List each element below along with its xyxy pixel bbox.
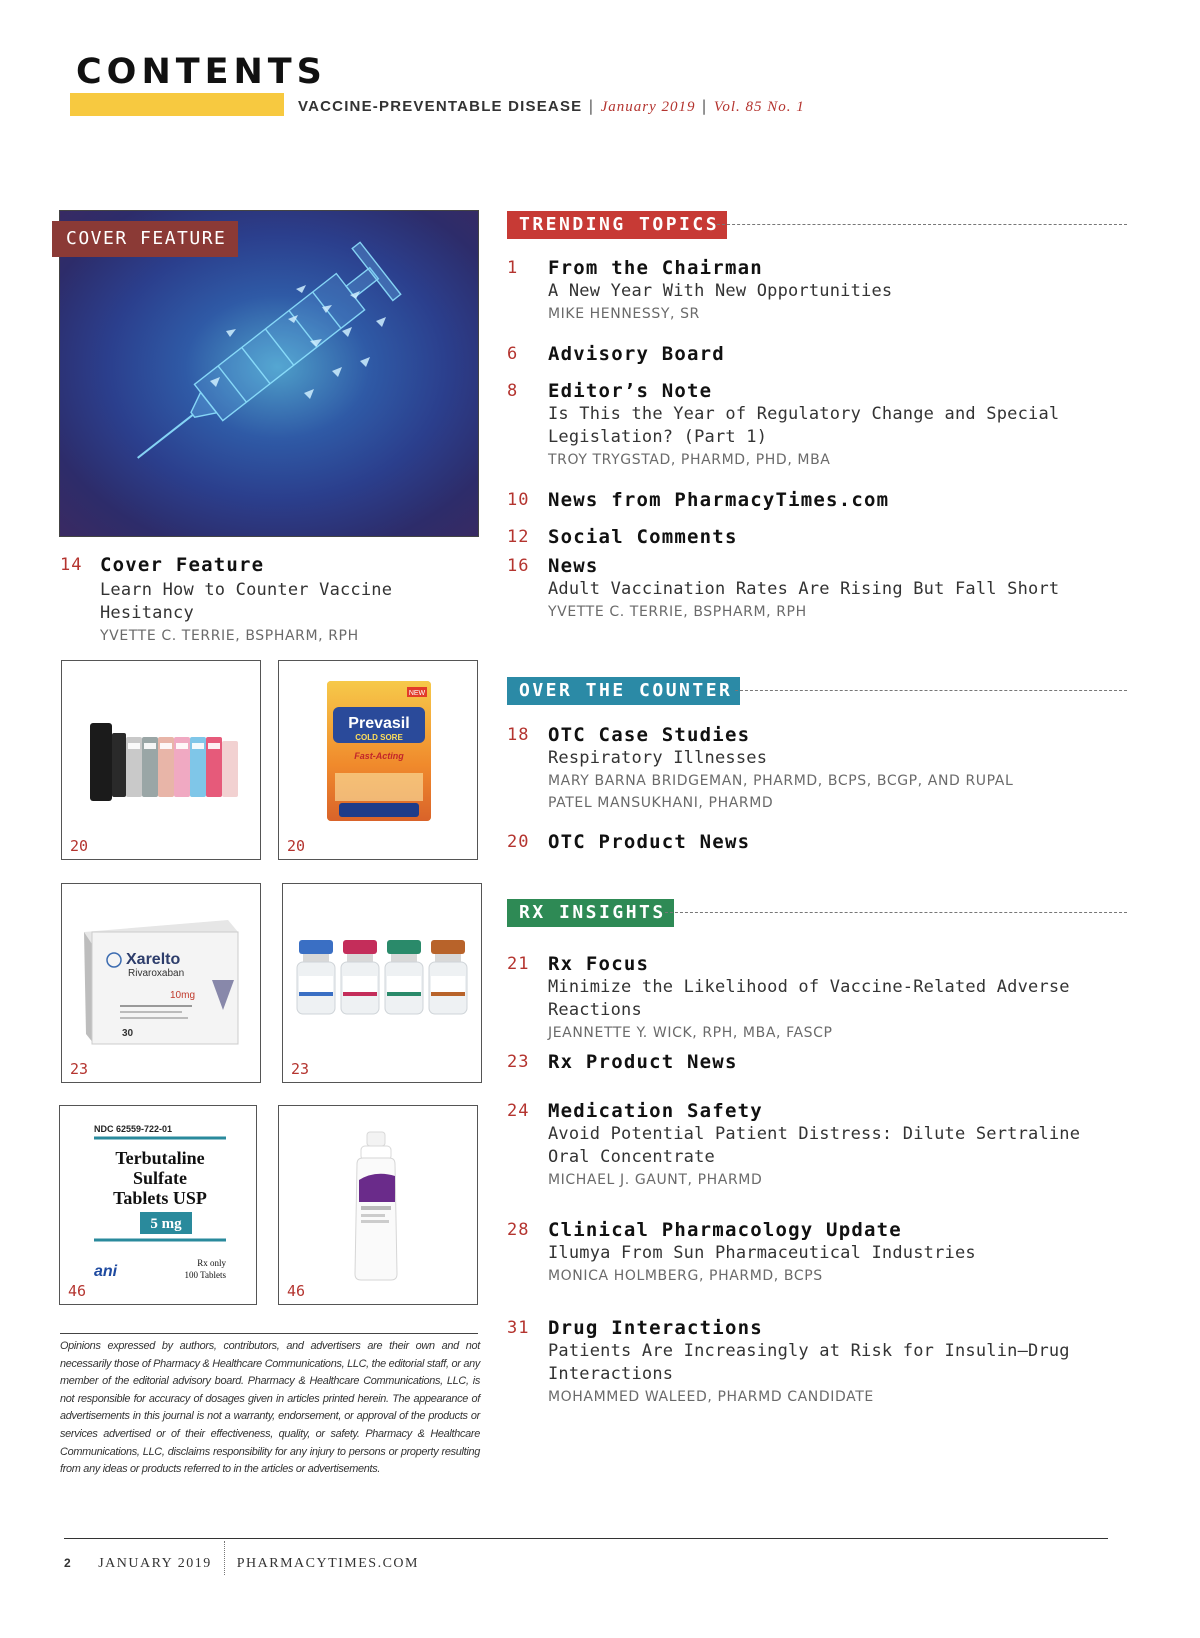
xarelto-brand: Xarelto bbox=[126, 951, 181, 968]
section-label: OVER THE COUNTER bbox=[507, 677, 740, 705]
entry-title[interactable]: Advisory Board bbox=[548, 343, 725, 365]
issue-line bbox=[298, 97, 805, 116]
issue-topic: VACCINE-PREVENTABLE DISEASE bbox=[298, 98, 583, 115]
page-number: 18 bbox=[507, 725, 530, 745]
entry-title[interactable]: Editor’s Note bbox=[548, 380, 713, 402]
entry-subtitle: Respiratory Illnesses bbox=[548, 748, 768, 768]
prevasil-subtitle: COLD SORE bbox=[355, 733, 403, 742]
entry-author: MIKE HENNESSY, SR bbox=[548, 306, 700, 322]
thumbnail-page-number: 20 bbox=[287, 837, 306, 855]
entry-author: TROY TRYGSTAD, PHARMD, PHD, MBA bbox=[548, 452, 831, 468]
entry-title[interactable]: From the Chairman bbox=[548, 257, 763, 279]
thumbnail-vials[interactable] bbox=[282, 883, 482, 1083]
entry-author: JEANNETTE Y. WICK, RPH, MBA, FASCP bbox=[548, 1025, 833, 1041]
entry-subtitle: Patients Are Increasingly at Risk for Insulin–Drug Interactions bbox=[548, 1341, 1070, 1384]
page-number: 24 bbox=[507, 1101, 530, 1121]
page-number: 6 bbox=[507, 344, 519, 364]
thumbnail-page-number: 23 bbox=[70, 1060, 89, 1078]
terbutaline-product-image bbox=[60, 1106, 257, 1305]
issue-date: January 2019 bbox=[600, 99, 696, 115]
thumbnail-gel-bottle[interactable] bbox=[278, 1105, 478, 1305]
thumbnail-prevasil[interactable] bbox=[278, 660, 478, 860]
terbutaline-count: 100 Tablets bbox=[184, 1270, 226, 1280]
cover-image[interactable] bbox=[59, 210, 479, 537]
vials-product-image bbox=[283, 884, 482, 1083]
entry-author: YVETTE C. TERRIE, BSPHARM, RPH bbox=[548, 604, 807, 620]
page-number: 31 bbox=[507, 1318, 530, 1338]
thumbnail-toothpaste[interactable] bbox=[61, 660, 261, 860]
entry-title[interactable]: News from PharmacyTimes.com bbox=[548, 489, 890, 511]
entry-subtitle: Minimize the Likelihood of Vaccine-Related Adverse Reactions bbox=[548, 977, 1070, 1020]
disclaimer-text: Opinions expressed by authors, contributors, and advertisers are their own and not necessarily those of Pharmacy & Healthcare Communications, LLC, the editorial staff, or any member of the editorial advisory board. Pharmacy & Healthcare Communications, LLC, is not responsible for accuracy of dosages given in articles printed herein. The appearance of advertisements in this journal is not a warranty, endorsement, or approval of the products or services advertised or of their effectiveness, quality, or safety. Pharmacy & Healthcare Communications, LLC, disclaims responsibility for any injury to persons or property resulting from any ideas or products referred to in the articles or advertisements. bbox=[60, 1340, 480, 1476]
disclaimer-divider bbox=[60, 1333, 478, 1334]
terbutaline-rx: Rx only bbox=[197, 1258, 226, 1268]
toothpaste-product-image bbox=[62, 661, 261, 860]
page-number: 8 bbox=[507, 381, 519, 401]
entry-subtitle: Learn How to Counter Vaccine Hesitancy bbox=[100, 580, 393, 623]
entry-title[interactable]: Social Comments bbox=[548, 526, 738, 548]
prevasil-product-image bbox=[279, 661, 478, 860]
footer bbox=[64, 1553, 419, 1575]
thumbnail-page-number: 20 bbox=[70, 837, 89, 855]
issue-volume: Vol. 85 No. 1 bbox=[713, 99, 805, 115]
section-divider bbox=[735, 690, 1127, 691]
page-number: 28 bbox=[507, 1220, 530, 1240]
page-title: CONTENTS bbox=[76, 52, 327, 92]
terbutaline-dose: 5 mg bbox=[150, 1216, 182, 1232]
terbutaline-ndc: NDC 62559-722-01 bbox=[94, 1124, 173, 1134]
thumbnail-terbutaline[interactable] bbox=[59, 1105, 257, 1305]
terbutaline-name-2: Sulfate bbox=[133, 1168, 187, 1188]
page-number: 21 bbox=[507, 954, 530, 974]
entry-title[interactable]: News bbox=[548, 555, 599, 577]
section-divider bbox=[665, 912, 1127, 913]
entry-subtitle: Is This the Year of Regulatory Change and Special Legislation? (Part 1) bbox=[548, 404, 1060, 447]
xarelto-product-image bbox=[62, 884, 261, 1083]
cover-feature-tag: COVER FEATURE bbox=[52, 221, 238, 257]
page-number: 20 bbox=[507, 832, 530, 852]
entry-subtitle: Avoid Potential Patient Distress: Dilute Sertraline Oral Concentrate bbox=[548, 1124, 1081, 1167]
entry-title[interactable]: Drug Interactions bbox=[548, 1317, 763, 1339]
entry-author: MONICA HOLMBERG, PHARMD, BCPS bbox=[548, 1268, 823, 1284]
entry-title[interactable]: OTC Case Studies bbox=[548, 724, 751, 746]
prevasil-brand: Prevasil bbox=[348, 715, 410, 732]
separator: | bbox=[588, 97, 595, 115]
gel-bottle-product-image bbox=[279, 1106, 478, 1305]
page-number: 16 bbox=[507, 556, 530, 576]
terbutaline-name-3: Tablets USP bbox=[113, 1188, 207, 1208]
entry-subtitle: Ilumya From Sun Pharmaceutical Industries bbox=[548, 1243, 976, 1263]
entry-title[interactable]: Cover Feature bbox=[100, 554, 265, 576]
page-number: 10 bbox=[507, 490, 530, 510]
entry-title[interactable]: Medication Safety bbox=[548, 1100, 763, 1122]
page-number: 23 bbox=[507, 1052, 530, 1072]
entry-title[interactable]: Rx Product News bbox=[548, 1051, 738, 1073]
section-label: RX INSIGHTS bbox=[507, 899, 674, 927]
section-label: TRENDING TOPICS bbox=[507, 211, 727, 239]
syringe-illustration bbox=[60, 211, 479, 537]
entry-author: MOHAMMED WALEED, PHARMD CANDIDATE bbox=[548, 1389, 874, 1405]
thumbnail-page-number: 23 bbox=[291, 1060, 310, 1078]
prevasil-new-tag: NEW bbox=[408, 690, 426, 697]
entry-subtitle: Adult Vaccination Rates Are Rising But Fall Short bbox=[548, 579, 1060, 599]
page-number: 14 bbox=[60, 555, 83, 575]
footer-divider bbox=[64, 1538, 1108, 1539]
entry-title[interactable]: Clinical Pharmacology Update bbox=[548, 1219, 902, 1241]
xarelto-dose: 10mg bbox=[170, 990, 196, 1001]
page-number: 1 bbox=[507, 258, 519, 278]
thumbnail-page-number: 46 bbox=[68, 1282, 87, 1300]
footer-date: JANUARY 2019 bbox=[98, 1556, 212, 1572]
thumbnail-xarelto[interactable] bbox=[61, 883, 261, 1083]
section-divider bbox=[717, 224, 1127, 225]
footer-separator bbox=[224, 1541, 225, 1575]
prevasil-badge: Fast-Acting bbox=[354, 751, 404, 761]
page-number: 12 bbox=[507, 527, 530, 547]
entry-subtitle: A New Year With New Opportunities bbox=[548, 281, 893, 301]
entry-author: MICHAEL J. GAUNT, PHARMD bbox=[548, 1172, 763, 1188]
section-header-over-the-counter bbox=[507, 677, 1127, 705]
section-header-rx-insights bbox=[507, 899, 1127, 927]
footer-site[interactable]: PHARMACYTIMES.COM bbox=[236, 1556, 419, 1572]
entry-title[interactable]: Rx Focus bbox=[548, 953, 650, 975]
xarelto-generic: Rivaroxaban bbox=[128, 968, 185, 979]
title-underline-bar bbox=[70, 93, 284, 116]
separator: | bbox=[701, 97, 708, 115]
entry-title[interactable]: OTC Product News bbox=[548, 831, 751, 853]
entry-author: YVETTE C. TERRIE, BSPHARM, RPH bbox=[100, 628, 359, 644]
thumbnail-page-number: 46 bbox=[287, 1282, 306, 1300]
entry-author: MARY BARNA BRIDGEMAN, PHARMD, BCPS, BCGP, AND RUPAL PATEL MANSUKHANI, PHARMD bbox=[548, 773, 1014, 811]
xarelto-count: 30 bbox=[122, 1028, 134, 1039]
footer-page-number: 2 bbox=[64, 1556, 73, 1571]
ani-logo: ani bbox=[94, 1263, 118, 1280]
section-header-trending-topics bbox=[507, 211, 1127, 239]
terbutaline-name-1: Terbutaline bbox=[115, 1148, 205, 1168]
